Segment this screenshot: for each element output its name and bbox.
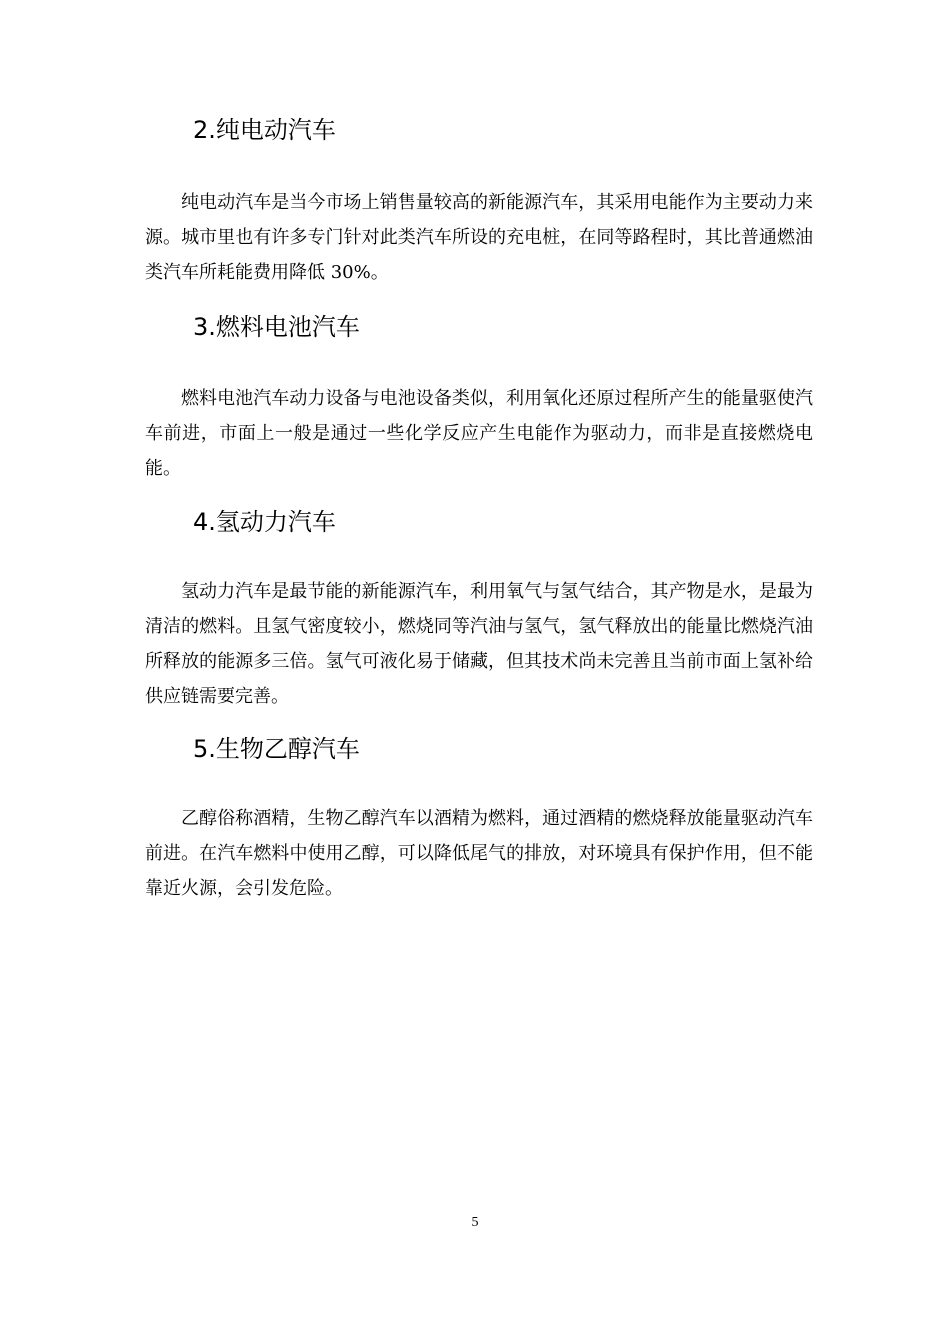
page-number: 5 (471, 1215, 479, 1230)
section-heading-fuel-cell: 3.燃料电池汽车 (193, 313, 360, 341)
section-heading-hydrogen: 4.氢动力汽车 (193, 508, 336, 536)
section-heading-pure-electric: 2.纯电动汽车 (193, 116, 336, 144)
section-body-fuel-cell: 燃料电池汽车动力设备与电池设备类似，利用氧化还原过程所产生的能量驱使汽车前进，市面上一般是通过一些化学反应产生电能作为驱动力，而非是直接燃烧电能。 (145, 388, 813, 479)
section-body-pure-electric: 纯电动汽车是当今市场上销售量较高的新能源汽车，其采用电能作为主要动力来源。城市里也有许多专门针对此类汽车所设的充电桩，在同等路程时，其比普通燃油类汽车所耗能费用降低 30%。 (145, 192, 813, 283)
section-body-bioethanol: 乙醇俗称酒精，生物乙醇汽车以酒精为燃料，通过酒精的燃烧释放能量驱动汽车前进。在汽车燃料中使用乙醇，可以降低尾气的排放，对环境具有保护作用，但不能靠近火源，会引发危险。 (145, 808, 813, 899)
section-body-hydrogen: 氢动力汽车是最节能的新能源汽车，利用氧气与氢气结合，其产物是水，是最为清洁的燃料。且氢气密度较小，燃烧同等汽油与氢气，氢气释放出的能量比燃烧汽油所释放的能源多三倍。氢气可液化易于储藏，但其技术尚未完善且当前市面上氢补给供应链需要完善。 (145, 581, 813, 707)
section-heading-bioethanol: 5.生物乙醇汽车 (193, 735, 360, 763)
